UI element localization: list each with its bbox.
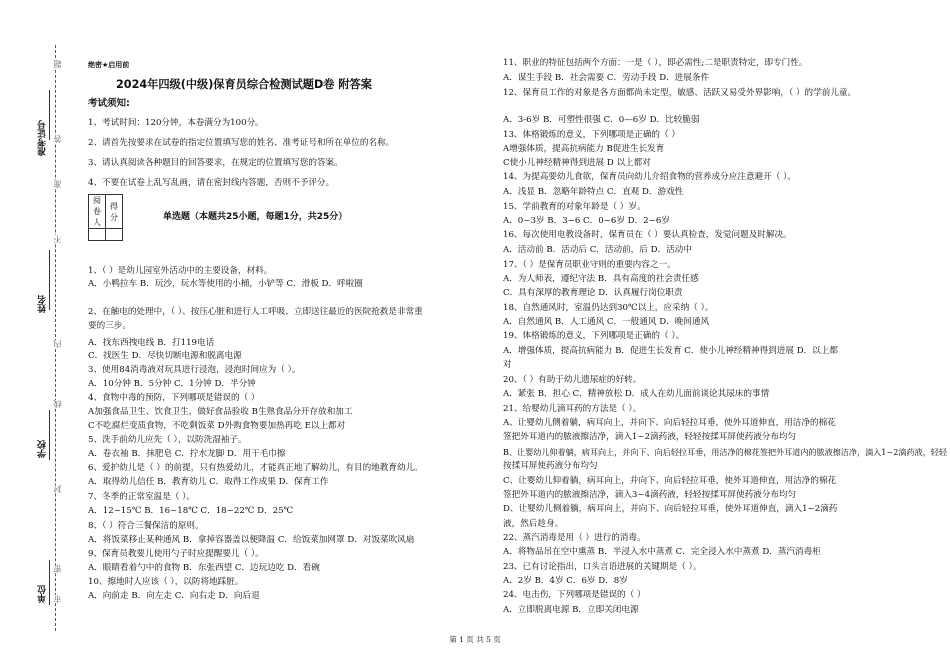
- question-line: 液，然后趁身。: [503, 519, 564, 529]
- question-line: A．谋生手段 B．社会需要 C．劳动手段 D．进展条件: [503, 73, 710, 83]
- grader-cell[interactable]: [89, 229, 106, 241]
- question-line: D、让婴幼儿侧着躺，病耳向上，并向下、向后轻拉耳垂，使外耳道伸直，滴入1~2滴药: [503, 504, 838, 514]
- question-line: 15、学前教育的对象年龄是（ ）岁。: [503, 202, 646, 212]
- question-line: A．向前走 B．向左走 C．向右走 D．向后退: [88, 591, 260, 601]
- question-line: 1、（ ）是幼儿园室外活动中的主要设备，材料。: [88, 266, 273, 276]
- score-cell[interactable]: [106, 229, 123, 241]
- question-line: 要的三步。: [88, 321, 131, 331]
- question-line: 11、职业的特征包括两个方面：一是（ ），即必需性;二是职责特定，即专门性。: [503, 58, 808, 68]
- question-line: A．卷衣袖 B．抹肥皂 C．拧水龙脚 D．用干毛巾擦: [88, 449, 286, 459]
- school-label: 学校: [38, 440, 48, 458]
- notice-heading: 考试须知:: [88, 98, 130, 109]
- question-line: 23、已有讨论指出，口头言语进展的关键期是（ ）。: [503, 562, 702, 572]
- unit-underline: [49, 560, 50, 605]
- question-line: 16、每次使用电教设备时，保育员在（ ）要认真检查，发觉问题及时解决。: [503, 230, 792, 240]
- unit-label: 单位: [38, 585, 48, 603]
- question-line: B、让婴幼儿仰着躺，病耳向上，并向下、向后轻拉耳垂，用洁净的棉花签把外耳道内的脓液擦洁净，滴入1~2滴药液，轻轻: [503, 447, 947, 457]
- question-line: C．找医生 D．尽快切断电源和脱离电源: [88, 351, 242, 361]
- margin-mark: 题: [53, 60, 62, 68]
- question-line: A．眼睛看着勺中的食物 B．东张西望 C．边玩边吃 D．看碗: [88, 563, 320, 573]
- question-line: A．活动前 B．活动后 C．活动前，后 D．活动中: [503, 245, 692, 255]
- page-title: 2024年四级(中级)保育员综合检测试题D卷 附答案: [116, 78, 372, 91]
- question-line: A．0~3岁 B．3~6 C．0~6岁 D．2~6岁: [503, 216, 670, 226]
- margin-mark: 线: [53, 400, 62, 408]
- question-line: A．小鸭拉车 B．玩沙，玩水等使用的小桶，小铲等 C．滑板 D．呼啦圈: [88, 279, 363, 289]
- question-line: 对: [503, 360, 512, 370]
- question-line: 20、（ ）有助于幼儿遗尿症的好转。: [503, 375, 642, 385]
- question-line: 14、为提高要幼儿食欲，保育员向幼儿介绍食物的营养成分应注意避开（ ）。: [503, 172, 796, 182]
- question-line: 7、冬季的正常室温是（ ）。: [88, 492, 196, 502]
- question-line: A、让婴幼儿侧着躺，病耳向上，并向下、向后轻拉耳垂，使外耳道伸直，用洁净的棉花: [503, 418, 836, 428]
- question-line: 21、给婴幼儿滴耳药的方法是（ ）。: [503, 404, 642, 414]
- margin-mark: 内: [53, 340, 62, 348]
- name-label: 姓名: [38, 295, 48, 313]
- exam-number-label: 准考证号: [38, 120, 48, 156]
- seal-line: [55, 45, 56, 631]
- question-line: A．将物品吊在空中熏蒸 B．半浸入水中蒸煮 C．完全浸入水中蒸煮 D．蒸汽消毒柜: [503, 547, 821, 557]
- question-line: A．立即脱离电源 B．立即关闭电源: [503, 605, 639, 615]
- margin-mark: 答: [53, 135, 62, 143]
- margin-mark: 封: [53, 485, 62, 493]
- name-underline: [49, 250, 50, 310]
- question-line: 17、（ ）是保育员职业守则的重要内容之一。: [503, 260, 676, 270]
- question-line: 12、保育员工作的对象是各方面都尚未定型，敏感、活跃又易受外界影响，（ ）的学前儿童。: [503, 88, 857, 98]
- question-line: 2、在触电的处理中，（ ）、按压心脏和进行人工呼吸、立即送往最近的医院抢救是非常重: [88, 307, 423, 317]
- question-line: 5、洗手前幼儿应先（ ），以防洗湿袖子。: [88, 435, 247, 445]
- grader-header: 阅卷人: [89, 195, 106, 229]
- notice-item: 4、不要在试卷上乱写乱画，请在密封线内答题，否则不予评分。: [88, 178, 335, 188]
- question-line: 4、食物中毒的预防，下列哪项是错误的（ ）: [88, 393, 260, 403]
- question-line: A．浅显 B．忽略年龄特点 C．直观 D．游戏性: [503, 187, 684, 197]
- margin-mark: 密: [53, 565, 62, 573]
- question-line: A．找东西拽电线 B．打119电话: [88, 338, 215, 348]
- school-underline: [49, 410, 50, 460]
- question-line: 按揉耳屏使药液分布均匀: [503, 461, 598, 471]
- question-line: A．增强体质，提高抗病能力 B．促进生长发育 C．使小儿神经精神得到进展 D．以上都: [503, 346, 838, 356]
- question-line: C、让婴幼儿仰着躺，病耳向上，并向下、向后轻拉耳垂，使外耳道伸直，用洁净的棉花: [503, 476, 837, 486]
- question-line: 签把外耳道内的脓液擦洁净，滴入1~2滴药液，轻轻按揉耳屏使药液分布均匀: [503, 432, 797, 442]
- notice-item: 2、请首先按要求在试卷的指定位置填写您的姓名、准考证号和所在单位的名称。: [88, 138, 395, 148]
- margin-mark: 准: [53, 180, 62, 188]
- question-line: 9、保育员教要儿使用勺子时应提醒要儿（ ）。: [88, 549, 264, 559]
- section-heading: 单选题（本题共25小题，每题1分，共25分）: [163, 212, 348, 222]
- question-line: A．2岁 B．4岁 C．6岁 D．8岁: [503, 576, 628, 586]
- question-line: 8、（ ）符合三餐保洁的原则。: [88, 521, 204, 531]
- question-line: 24、电击伤，下列哪项是错误的（ ）: [503, 590, 646, 600]
- question-line: A．12~15℃ B．16~18℃ C．18~22℃ D．25℃: [88, 506, 294, 516]
- question-line: A．取得幼儿信任 B．教育幼儿 C．取得工作成果 D．保育工作: [88, 477, 329, 487]
- question-line: 13、体格锻炼的意义，下列哪项是正确的（ ）: [503, 130, 680, 140]
- score-header: 得分: [106, 195, 123, 229]
- notice-item: 3、请认真阅读各种题目的回答要求，在规定的位置填写您的答案。: [88, 158, 343, 168]
- question-line: A．3-6岁 B．可塑性很强 C．0—6岁 D．比较脆弱: [503, 115, 700, 125]
- question-line: C．具有深厚的教育理论 D．认真履行岗位职责: [503, 288, 683, 298]
- question-line: A．将饭菜移止某种通风 B．拿掉容器盖以便降温 C．给饭菜加网罩 D．对饭菜吹风扇: [88, 535, 415, 545]
- page-footer: 第 1 页 共 5 页: [449, 635, 501, 644]
- margin-mark: 市: [53, 595, 62, 603]
- question-line: 3、使用84消毒液对玩具进行浸泡，浸泡时间应为（ ）。: [88, 365, 301, 375]
- margin-mark: 不: [53, 235, 62, 243]
- question-line: 签把外耳道内的脓液擦洁净，滴入3~4滴药液，轻轻按揉耳屏使药液分布均匀: [503, 490, 797, 500]
- question-line: 22、蒸汽消毒是用（ ）进行的消毒。: [503, 533, 646, 543]
- question-line: A加强食品卫生、饮食卫生，做好食品验收 B生熟食品分开存放和加工: [88, 407, 353, 417]
- notice-item: 1、考试时间：120分钟，本卷满分为100分。: [88, 118, 264, 128]
- question-line: 6、爱护幼儿是（ ）的前提，只有热爱幼儿，才能真正地了解幼儿，有目的地教育幼儿。: [88, 463, 423, 473]
- question-line: 18、自然通风时，室温仍达到30℃以上，应采纳（ ）。: [503, 303, 714, 313]
- confidential-mark: 绝密★启用前: [88, 61, 130, 69]
- question-line: A．为人师表，遵纪守法 B．具有高度的社会责任感: [503, 274, 699, 284]
- question-line: A增强体质，提高抗病能力 B促进生长发育: [503, 144, 665, 154]
- question-line: 10、擦地时人应该（ ），以防将地踩脏。: [88, 577, 244, 587]
- question-line: C使小儿神经精神得到进展 D 以上都对: [503, 158, 651, 168]
- question-line: 19、体格锻炼的意义，下列哪项是正确的（ ）。: [503, 331, 685, 341]
- exam-number-underline: [49, 90, 50, 140]
- question-line: A．10分钟 B．5分钟 C．1分钟 D．半分钟: [88, 379, 256, 389]
- score-box: [88, 194, 123, 241]
- question-line: A．自然通风 B．人工通风 C．一般通风 D．晚间通风: [503, 317, 710, 327]
- question-line: A．紧张 B．担心 C．精神放松 D．成人在幼儿面前谈论其尿床的事情: [503, 389, 770, 399]
- question-line: C不吃腐烂变质食物，不吃剩饭菜 D外购食物要加热再吃 E以上都对: [88, 421, 346, 431]
- binding-margin: [0, 0, 80, 671]
